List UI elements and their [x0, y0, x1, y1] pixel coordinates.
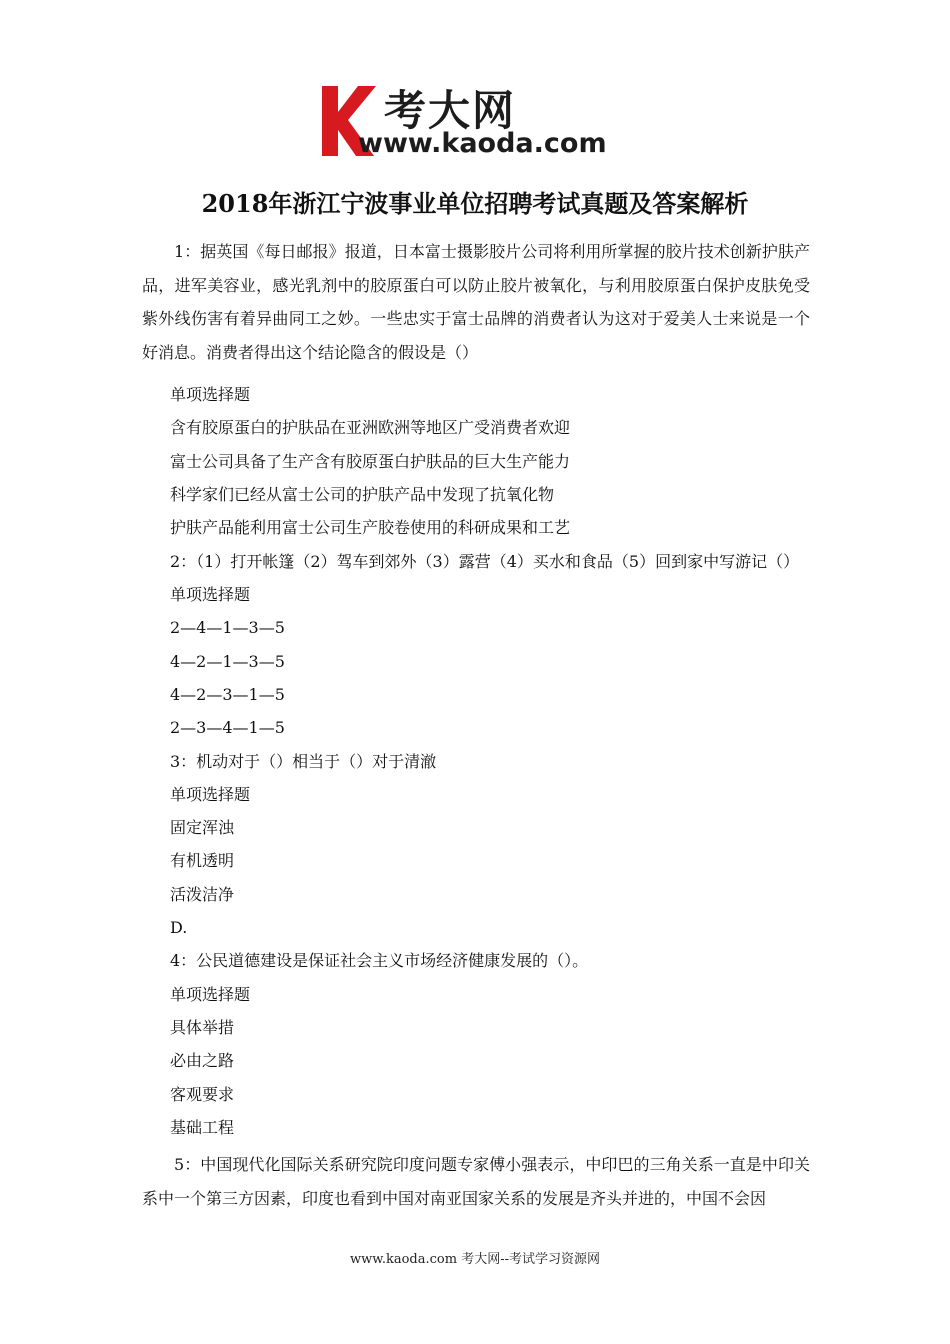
question-4-option-c: 客观要求 [170, 1085, 235, 1104]
kaoda-logo [318, 82, 638, 162]
question-3-type: 单项选择题 [170, 785, 251, 804]
question-4-option-a: 具体举措 [170, 1018, 235, 1037]
document-title: 2018年浙江宁波事业单位招聘考试真题及答案解析 [201, 189, 749, 218]
question-5-stem: 5：中国现代化国际关系研究院印度问题专家傅小强表示，中印巴的三角关系一直是中印关系中一个第三方因素，印度也看到中国对南亚国家关系的发展是齐头并进的，中国不会因 [142, 1155, 810, 1208]
question-2-option-b: 4—2—1—3—5 [170, 652, 285, 671]
question-2-option-a: 2—4—1—3—5 [170, 618, 285, 637]
question-1-stem: 1：据英国《每日邮报》报道，日本富士摄影胶片公司将利用所掌握的胶片技术创新护肤产品，进军美容业，感光乳剂中的胶原蛋白可以防止胶片被氧化，与利用胶原蛋白保护皮肤免受紫外线伤害有着异曲同工之妙。一些忠实于富士品牌的消费者认为这对于爱美人士来说是一个好消息。消费者得出这个结论隐含的假设是（） [142, 242, 810, 362]
question-2-type: 单项选择题 [170, 585, 251, 604]
question-4-type: 单项选择题 [170, 985, 251, 1004]
logo-url: www.kaoda.com [358, 128, 607, 159]
question-4-option-b: 必由之路 [170, 1051, 235, 1070]
question-2-stem: 2：（1）打开帐篷（2）驾车到郊外（3）露营（4）买水和食品（5）回到家中写游记（） [170, 552, 800, 571]
question-2-option-c: 4—2—3—1—5 [170, 685, 285, 704]
question-3-stem: 3：机动对于（）相当于（）对于清澈 [170, 752, 437, 771]
question-1-option-b: 富士公司具备了生产含有胶原蛋白护肤品的巨大生产能力 [170, 452, 571, 471]
question-1-type: 单项选择题 [170, 385, 251, 404]
question-2-option-d: 2—3—4—1—5 [170, 718, 285, 737]
question-4-option-d: 基础工程 [170, 1118, 235, 1137]
question-3-option-c: 活泼洁净 [170, 885, 235, 904]
question-3-option-a: 固定浑浊 [170, 818, 235, 837]
page-footer: www.kaoda.com 考大网--考试学习资源网 [350, 1252, 600, 1267]
question-1-option-c: 科学家们已经从富士公司的护肤产品中发现了抗氧化物 [170, 485, 555, 504]
question-3-option-b: 有机透明 [170, 851, 235, 870]
question-4-stem: 4：公民道德建设是保证社会主义市场经济健康发展的（）。 [170, 951, 589, 970]
question-1-option-a: 含有胶原蛋白的护肤品在亚洲欧洲等地区广受消费者欢迎 [170, 418, 571, 437]
question-1-option-d: 护肤产品能利用富士公司生产胶卷使用的科研成果和工艺 [170, 518, 571, 537]
logo-chinese-name: 考大网 [384, 86, 517, 135]
question-3-option-d: D. [170, 918, 188, 937]
